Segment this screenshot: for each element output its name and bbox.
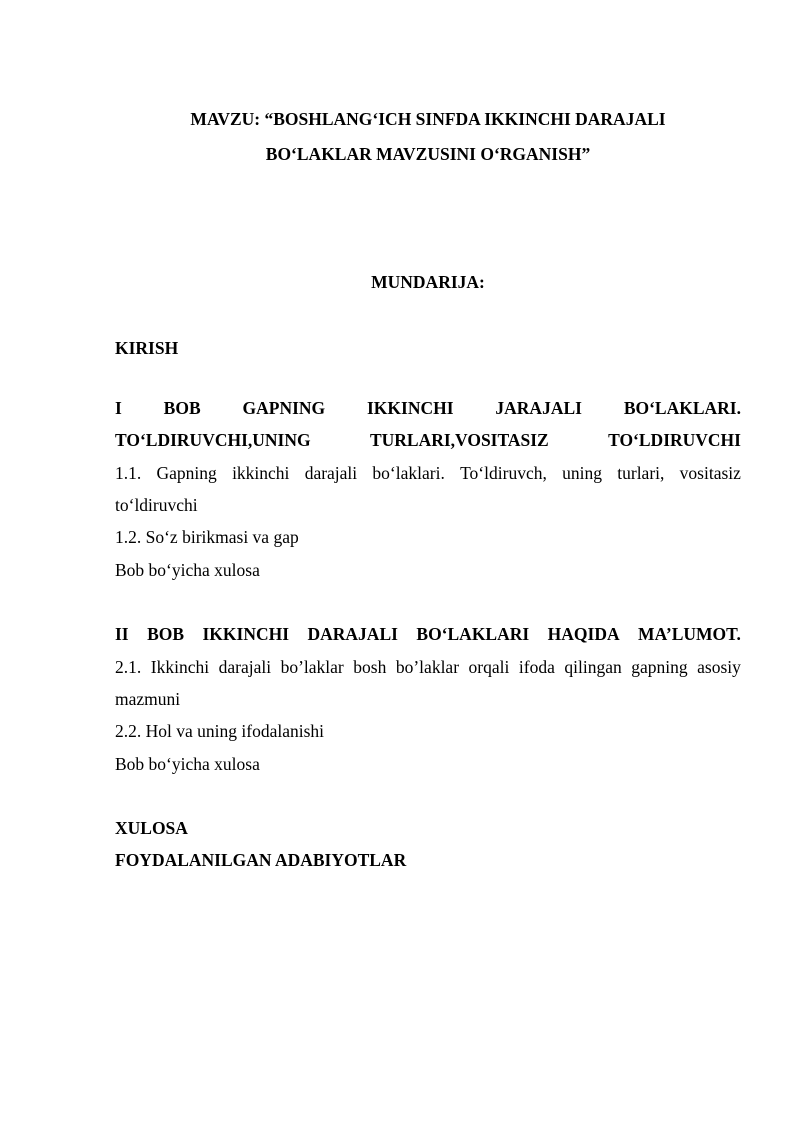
word: BO‘LAKLARI bbox=[416, 624, 530, 644]
chapter1-item1-line-2: to‘ldiruvchi bbox=[115, 495, 198, 515]
title-line-2: BO‘LAKLAR MAVZUSINI O‘RGANISH” bbox=[265, 144, 591, 164]
chapter2-item1-line-1 bbox=[115, 656, 741, 678]
word: MA’LUMOT. bbox=[638, 624, 741, 644]
chapter2-item1-line-2: mazmuni bbox=[115, 689, 181, 709]
chapter1-heading-line-1 bbox=[115, 397, 741, 419]
word: TO‘LDIRUVCHI,UNING bbox=[115, 430, 311, 450]
word: bo‘laklari. bbox=[372, 463, 445, 483]
word: HAQIDA bbox=[547, 624, 620, 644]
word: II bbox=[115, 624, 129, 644]
word: 2.1. bbox=[115, 657, 142, 677]
word: gapning bbox=[631, 657, 688, 677]
intro-entry: KIRISH bbox=[115, 338, 179, 358]
chapter1-summary: Bob bo‘yicha xulosa bbox=[115, 560, 260, 580]
word: vositasiz bbox=[679, 463, 741, 483]
word: turlari, bbox=[617, 463, 665, 483]
word: Gapning bbox=[156, 463, 217, 483]
chapter1-item2: 1.2. So‘z birikmasi va gap bbox=[115, 527, 299, 547]
chapter2-summary: Bob bo‘yicha xulosa bbox=[115, 754, 260, 774]
word: asosiy bbox=[697, 657, 741, 677]
chapter2-item2: 2.2. Hol va uning ifodalanishi bbox=[115, 721, 325, 741]
document-page bbox=[115, 0, 741, 1131]
word: darajali bbox=[218, 657, 272, 677]
word: Ikkinchi bbox=[150, 657, 210, 677]
word: TO‘LDIRUVCHI bbox=[608, 430, 741, 450]
contents-heading: MUNDARIJA: bbox=[371, 272, 485, 292]
word: IKKINCHI bbox=[367, 398, 454, 418]
word: BOB bbox=[147, 624, 185, 644]
word: DARAJALI bbox=[307, 624, 398, 644]
word: bo’laklar bbox=[280, 657, 344, 677]
word: BO‘LAKLARI. bbox=[623, 398, 741, 418]
word: ikkinchi bbox=[232, 463, 290, 483]
word: ifoda bbox=[518, 657, 555, 677]
word: 1.1. bbox=[115, 463, 142, 483]
chapter2-heading bbox=[115, 623, 741, 645]
word: I bbox=[115, 398, 122, 418]
conclusion-entry: XULOSA bbox=[115, 818, 188, 838]
word: To‘ldiruvch, bbox=[460, 463, 547, 483]
word: bosh bbox=[353, 657, 387, 677]
word: bo’laklar bbox=[395, 657, 460, 677]
chapter1-heading-line-2 bbox=[115, 429, 741, 451]
chapter1-item1-line-1 bbox=[115, 462, 741, 484]
references-entry: FOYDALANILGAN ADABIYOTLAR bbox=[115, 850, 407, 870]
word: uning bbox=[562, 463, 602, 483]
title-line-1: MAVZU: “BOSHLANG‘ICH SINFDA IKKINCHI DARAJALI bbox=[190, 109, 666, 129]
word: BOB bbox=[163, 398, 201, 418]
word: qilingan bbox=[564, 657, 622, 677]
word: JARAJALI bbox=[495, 398, 582, 418]
word: TURLARI,VOSITASIZ bbox=[369, 430, 549, 450]
word: IKKINCHI bbox=[202, 624, 290, 644]
word: orqali bbox=[468, 657, 510, 677]
word: GAPNING bbox=[242, 398, 326, 418]
word: darajali bbox=[304, 463, 358, 483]
